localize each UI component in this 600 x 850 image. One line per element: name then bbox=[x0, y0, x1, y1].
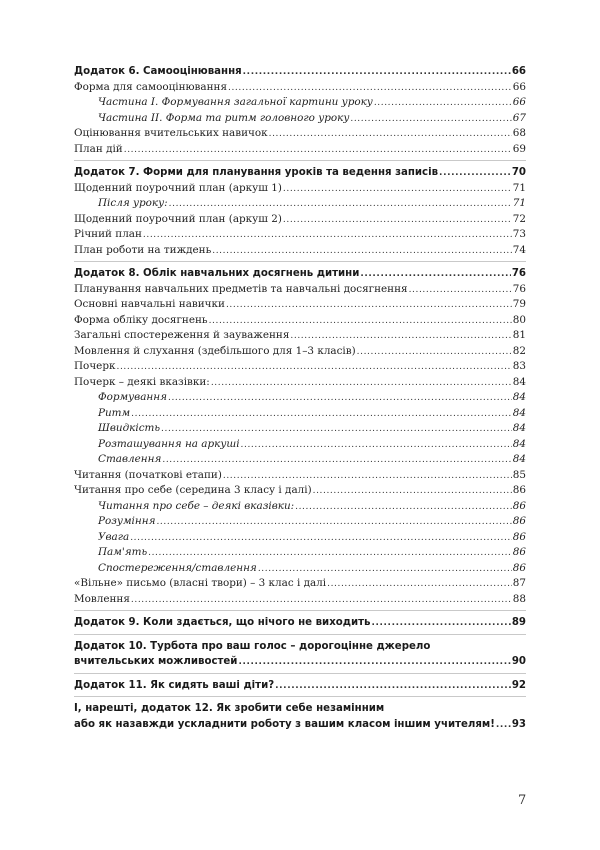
toc-subentry[interactable] bbox=[74, 390, 526, 406]
toc-subentry[interactable] bbox=[74, 406, 526, 422]
toc-subentry[interactable] bbox=[74, 437, 526, 453]
dot-leader bbox=[371, 616, 510, 632]
toc-page-number: 66 bbox=[511, 66, 526, 77]
toc-entry-label: Почерк bbox=[74, 360, 116, 372]
toc-entry-label: Почерк – деякі вказівки: bbox=[74, 375, 210, 388]
toc-page-number: 84 bbox=[512, 422, 526, 434]
dot-leader bbox=[350, 112, 511, 128]
toc-page-number: 74 bbox=[512, 243, 526, 256]
toc-page-number: 86 bbox=[512, 546, 526, 558]
dot-leader bbox=[226, 298, 512, 314]
toc-page-number: 81 bbox=[512, 329, 526, 341]
dot-leader bbox=[116, 360, 511, 376]
toc-entry-label: Основні навчальні навички bbox=[74, 298, 225, 310]
toc-page-number: 76 bbox=[511, 268, 526, 279]
dot-leader bbox=[439, 166, 511, 182]
toc-page-number: 84 bbox=[512, 453, 526, 465]
toc-subentry[interactable] bbox=[74, 421, 526, 437]
dot-leader bbox=[148, 546, 512, 562]
toc-heading[interactable] bbox=[74, 266, 526, 282]
toc-subentry[interactable] bbox=[74, 196, 526, 212]
toc-entry[interactable] bbox=[74, 181, 526, 197]
toc-heading-label: Додаток 9. Коли здається, що нічого не виходить bbox=[74, 617, 371, 628]
toc-entry-label: Мовлення й слухання (здебільшого для 1–3 класів) bbox=[74, 344, 356, 357]
toc-heading-label: Додаток 8. Облік навчальних досягнень дитини bbox=[74, 268, 360, 279]
dot-leader bbox=[156, 515, 511, 531]
toc-entry-label: Річний план bbox=[74, 228, 142, 240]
toc-entry[interactable] bbox=[74, 126, 526, 142]
toc-page-number: 89 bbox=[511, 617, 526, 628]
toc-page-number: 85 bbox=[512, 468, 526, 481]
toc-page-number: 71 bbox=[512, 197, 526, 209]
table-of-contents bbox=[74, 64, 526, 735]
dot-leader bbox=[269, 127, 512, 143]
toc-entry-label: Загальні спостереження й зауваження bbox=[74, 329, 290, 341]
dot-leader bbox=[374, 96, 512, 112]
toc-page-number: 67 bbox=[512, 111, 526, 124]
toc-entry[interactable] bbox=[74, 282, 526, 298]
dot-leader bbox=[360, 267, 510, 283]
toc-page-number: 68 bbox=[512, 127, 526, 139]
toc-heading-label: Додаток 6. Самооцінювання bbox=[74, 66, 242, 77]
toc-subentry[interactable] bbox=[74, 545, 526, 561]
toc-entry[interactable] bbox=[74, 592, 526, 608]
toc-entry-label: Читання про себе – деякі вказівки: bbox=[98, 499, 295, 512]
dot-leader bbox=[223, 469, 512, 485]
toc-section-appendix-8 bbox=[74, 261, 526, 610]
toc-entry-label: Пам'ять bbox=[98, 546, 148, 558]
dot-leader bbox=[295, 500, 512, 516]
toc-entry-label: Оцінювання вчительських навичок bbox=[74, 127, 268, 139]
toc-heading-label: Додаток 11. Як сидять ваші діти? bbox=[74, 679, 275, 691]
toc-section-appendix-6 bbox=[74, 64, 526, 160]
dot-leader bbox=[290, 329, 511, 345]
dot-leader bbox=[130, 531, 512, 547]
toc-page-number: 71 bbox=[512, 181, 526, 194]
toc-entry[interactable] bbox=[74, 313, 526, 329]
toc-entry-label: Розташування на аркуші bbox=[98, 437, 240, 450]
dot-leader bbox=[275, 679, 511, 695]
dot-leader bbox=[241, 438, 512, 454]
toc-entry-label: Форма для самооцінювання bbox=[74, 80, 228, 93]
toc-page-number: 66 bbox=[512, 80, 526, 93]
toc-heading[interactable] bbox=[74, 639, 526, 670]
dot-leader bbox=[169, 197, 512, 213]
toc-heading-label: або як назавжди ускладнити роботу з вашим класом іншим учителям! bbox=[74, 718, 495, 730]
toc-page-number: 83 bbox=[512, 360, 526, 372]
dot-leader bbox=[327, 577, 512, 593]
toc-entry[interactable] bbox=[74, 227, 526, 243]
toc-subentry[interactable] bbox=[74, 530, 526, 546]
dot-leader bbox=[212, 244, 512, 260]
toc-entry[interactable] bbox=[74, 142, 526, 158]
toc-page-number: 66 bbox=[512, 96, 526, 108]
toc-heading-line1: І, нарешті, додаток 12. Як зробити себе незамінним bbox=[74, 703, 385, 714]
toc-page-number: 84 bbox=[512, 406, 526, 419]
toc-entry-label: Форма обліку досягнень bbox=[74, 313, 208, 326]
toc-entry-label: Планування навчальних предметів та навчальні досягнення bbox=[74, 282, 408, 295]
toc-page-number: 87 bbox=[512, 577, 526, 589]
toc-page-number: 92 bbox=[511, 679, 526, 691]
toc-page-number: 84 bbox=[512, 437, 526, 450]
dot-leader bbox=[209, 314, 512, 330]
dot-leader bbox=[313, 484, 512, 500]
toc-entry-label: Читання про себе (середина 3 класу і далі) bbox=[74, 484, 312, 496]
toc-entry[interactable] bbox=[74, 576, 526, 592]
toc-page-number: 86 bbox=[512, 515, 526, 527]
toc-entry-label: «Вільне» письмо (власні твори) – 3 клас і далі bbox=[74, 577, 327, 589]
toc-entry-label: Увага bbox=[98, 530, 130, 543]
dot-leader bbox=[161, 422, 512, 438]
toc-section-appendix-11 bbox=[74, 673, 526, 697]
toc-entry[interactable] bbox=[74, 328, 526, 344]
toc-entry[interactable] bbox=[74, 344, 526, 360]
dot-leader bbox=[162, 453, 511, 469]
toc-entry-label: Щоденний поурочний план (аркуш 1) bbox=[74, 181, 282, 194]
toc-page-number: 70 bbox=[511, 167, 526, 178]
toc-entry[interactable] bbox=[74, 359, 526, 375]
toc-heading-line1: Додаток 10. Турбота про ваш голос – дорогоцінне джерело bbox=[74, 640, 431, 652]
toc-heading[interactable] bbox=[74, 701, 526, 732]
toc-section-appendix-10 bbox=[74, 634, 526, 673]
dot-leader bbox=[357, 345, 512, 361]
dot-leader bbox=[143, 228, 512, 244]
toc-page-number: 90 bbox=[511, 656, 526, 667]
toc-entry-label: Швидкість bbox=[98, 422, 161, 434]
toc-entry-label: Частина ІІ. Форма та ритм головного уроку bbox=[98, 111, 350, 124]
toc-entry-label: Після уроку: bbox=[98, 197, 168, 209]
toc-subentry[interactable] bbox=[74, 499, 526, 515]
toc-page-number: 79 bbox=[512, 298, 526, 310]
toc-subentry[interactable] bbox=[74, 111, 526, 127]
toc-entry-label: Формування bbox=[98, 391, 167, 403]
toc-entry-label: План роботи на тиждень bbox=[74, 243, 212, 256]
toc-heading-label: Додаток 7. Форми для планування уроків та ведення записів bbox=[74, 167, 439, 178]
toc-section-appendix-7 bbox=[74, 160, 526, 261]
toc-entry-label: Мовлення bbox=[74, 592, 130, 605]
toc-entry-label: Ставлення bbox=[98, 453, 162, 465]
toc-heading[interactable] bbox=[74, 615, 526, 631]
toc-page-number: 84 bbox=[512, 375, 526, 388]
toc-page-number: 93 bbox=[511, 718, 526, 730]
toc-page-number: 82 bbox=[512, 344, 526, 357]
toc-subentry[interactable] bbox=[74, 452, 526, 468]
toc-heading-line2 bbox=[74, 654, 526, 670]
toc-entry[interactable] bbox=[74, 483, 526, 499]
toc-entry[interactable] bbox=[74, 212, 526, 228]
toc-entry[interactable] bbox=[74, 243, 526, 259]
toc-entry-label: План дій bbox=[74, 142, 123, 155]
dot-leader bbox=[211, 376, 512, 392]
toc-heading[interactable] bbox=[74, 64, 526, 80]
toc-heading[interactable] bbox=[74, 678, 526, 694]
toc-page-number: 86 bbox=[512, 484, 526, 496]
dot-leader bbox=[238, 655, 510, 671]
dot-leader bbox=[131, 407, 512, 423]
dot-leader bbox=[496, 718, 511, 734]
toc-page-number: 80 bbox=[512, 313, 526, 326]
dot-leader bbox=[168, 391, 512, 407]
dot-leader bbox=[228, 81, 512, 97]
toc-entry-label: Читання (початкові етапи) bbox=[74, 468, 222, 481]
toc-page-number: 72 bbox=[512, 212, 526, 225]
dot-leader bbox=[409, 283, 512, 299]
toc-entry[interactable] bbox=[74, 375, 526, 391]
toc-page-number: 86 bbox=[512, 561, 526, 574]
toc-entry-label: Спостереження/ставлення bbox=[98, 561, 257, 574]
toc-subentry[interactable] bbox=[74, 95, 526, 111]
toc-page-number: 88 bbox=[512, 592, 526, 605]
page-number: 7 bbox=[518, 793, 527, 808]
dot-leader bbox=[243, 65, 511, 81]
toc-page-number: 73 bbox=[512, 228, 526, 240]
toc-entry[interactable] bbox=[74, 297, 526, 313]
dot-leader bbox=[283, 182, 512, 198]
toc-heading-label: вчительських можливостей bbox=[74, 656, 238, 667]
toc-page-number: 86 bbox=[512, 499, 526, 512]
toc-entry-label: Щоденний поурочний план (аркуш 2) bbox=[74, 212, 282, 225]
dot-leader bbox=[283, 213, 512, 229]
toc-page-number: 69 bbox=[512, 142, 526, 155]
toc-entry-label: Розуміння bbox=[98, 515, 156, 527]
toc-entry[interactable] bbox=[74, 80, 526, 96]
toc-heading[interactable] bbox=[74, 165, 526, 181]
toc-entry-label: Частина І. Формування загальної картини уроку bbox=[98, 96, 373, 108]
toc-heading-line2 bbox=[74, 717, 526, 733]
toc-entry-label: Ритм bbox=[98, 406, 131, 419]
dot-leader bbox=[124, 143, 512, 159]
toc-section-appendix-12 bbox=[74, 696, 526, 735]
toc-page-number: 76 bbox=[512, 282, 526, 295]
toc-subentry[interactable] bbox=[74, 514, 526, 530]
toc-entry[interactable] bbox=[74, 468, 526, 484]
toc-subentry[interactable] bbox=[74, 561, 526, 577]
toc-page-number: 86 bbox=[512, 530, 526, 543]
toc-section-appendix-9 bbox=[74, 610, 526, 634]
dot-leader bbox=[258, 562, 512, 578]
dot-leader bbox=[131, 593, 512, 609]
toc-page-number: 84 bbox=[512, 391, 526, 403]
